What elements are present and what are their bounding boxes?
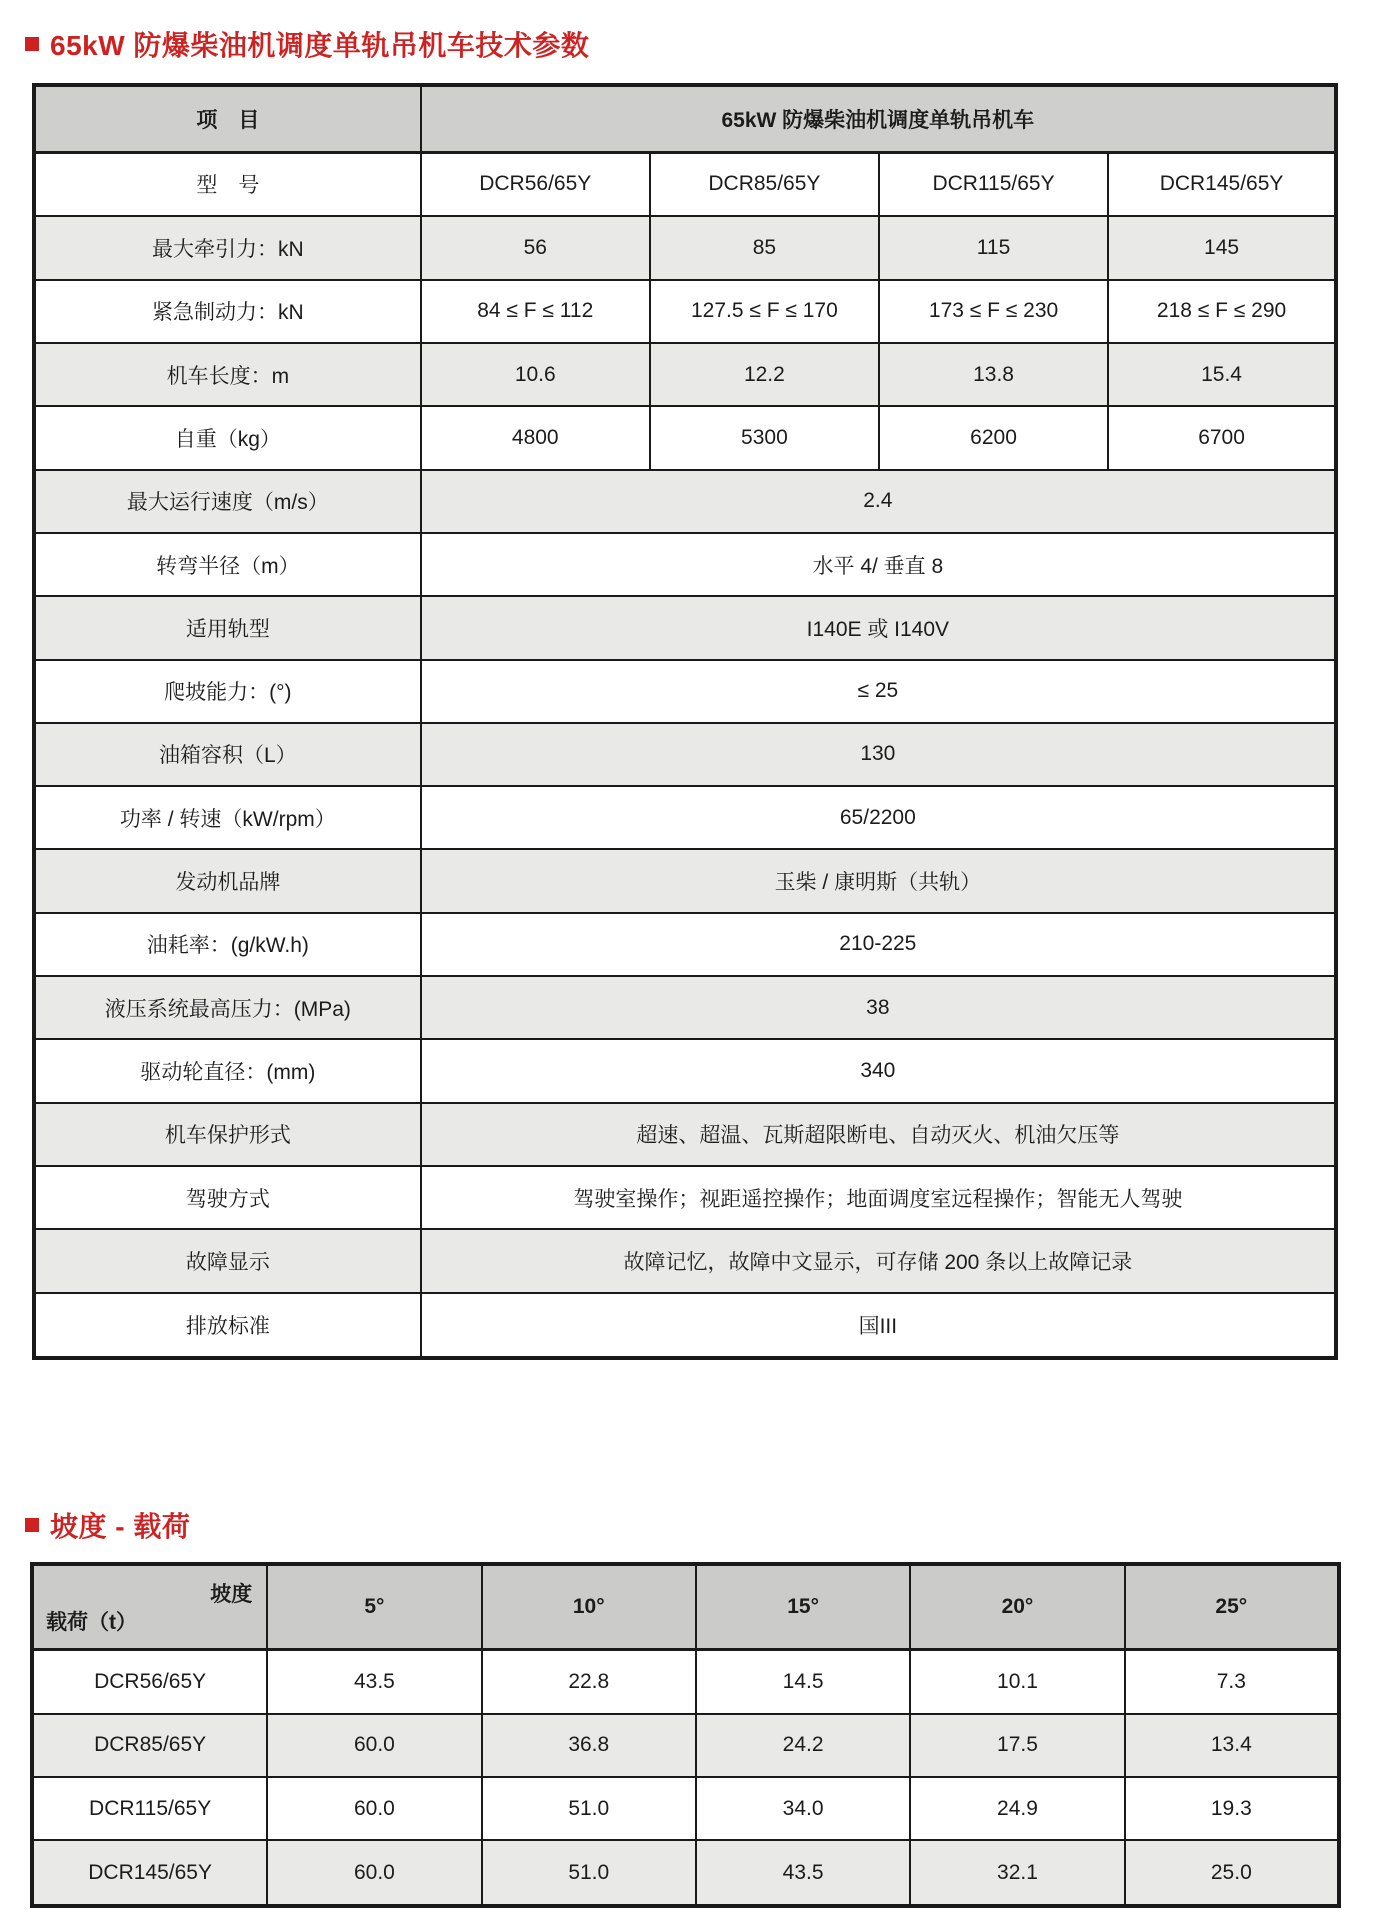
spec-span-cell: 国III: [421, 1293, 1336, 1358]
load-value-cell: 51.0: [482, 1777, 696, 1840]
load-value-cell: 17.5: [910, 1714, 1124, 1777]
spec-label-cell: 最大牵引力：kN: [34, 216, 421, 279]
load-value-cell: 60.0: [267, 1777, 481, 1840]
spec-label-cell: 发动机品牌: [34, 849, 421, 912]
load-row-dcr115: [32, 1777, 1339, 1840]
load-value-cell: 60.0: [267, 1714, 481, 1777]
load-model-cell: DCR145/65Y: [32, 1840, 267, 1906]
slope-header-cell: 5°: [267, 1564, 481, 1649]
spec-label-cell: 排放标准: [34, 1293, 421, 1358]
load-model-cell: DCR56/65Y: [32, 1649, 267, 1714]
spec-row-wheel-diameter: [34, 1039, 1336, 1102]
load-value-cell: 10.1: [910, 1649, 1124, 1714]
spec-value-cell: DCR85/65Y: [650, 152, 879, 216]
spec-label-cell: 适用轨型: [34, 596, 421, 659]
load-value-cell: 36.8: [482, 1714, 696, 1777]
corner-slope-label: 坡度: [210, 1583, 253, 1606]
load-header-row: [32, 1564, 1339, 1649]
spec-value-cell: 127.5 ≤ F ≤ 170: [650, 280, 879, 343]
spec-value-cell: 12.2: [650, 343, 879, 406]
load-value-cell: 22.8: [482, 1649, 696, 1714]
load-value-cell: 34.0: [696, 1777, 910, 1840]
slope-header-cell: 20°: [910, 1564, 1124, 1649]
spec-label-cell: 油耗率：(g/kW.h): [34, 913, 421, 976]
spec-label-cell: 功率 / 转速（kW/rpm）: [34, 786, 421, 849]
spec-row-engine-brand: [34, 849, 1336, 912]
slope-header-cell: 15°: [696, 1564, 910, 1649]
spec-value-cell: 115: [879, 216, 1108, 279]
spec-value-cell: 13.8: [879, 343, 1108, 406]
corner-load-label: 载荷（t）: [46, 1610, 137, 1634]
spec-label-cell: 驱动轮直径：(mm): [34, 1039, 421, 1102]
spec-value-cell: 5300: [650, 406, 879, 469]
spec-row-climb: [34, 660, 1336, 723]
spec-row-protection: [34, 1103, 1336, 1166]
spec-span-cell: 2.4: [421, 470, 1336, 533]
spec-span-cell: 超速、超温、瓦斯超限断电、自动灭火、机油欠压等: [421, 1103, 1336, 1166]
spec-row-fault-display: [34, 1229, 1336, 1292]
slope-header-cell: 25°: [1125, 1564, 1339, 1649]
spec-row-max-speed: [34, 470, 1336, 533]
spec-value-cell: 145: [1108, 216, 1336, 279]
spec-header-group: 65kW 防爆柴油机调度单轨吊机车: [421, 85, 1336, 152]
load-value-cell: 19.3: [1125, 1777, 1339, 1840]
spec-value-cell: 218 ≤ F ≤ 290: [1108, 280, 1336, 343]
spec-row-fuel-tank: [34, 723, 1336, 786]
section-title-slope-load: [25, 1505, 190, 1545]
spec-label-cell: 紧急制动力：kN: [34, 280, 421, 343]
spec-value-cell: 15.4: [1108, 343, 1336, 406]
spec-row-emission: [34, 1293, 1336, 1358]
spec-label-cell: 最大运行速度（m/s）: [34, 470, 421, 533]
load-row-dcr85: [32, 1714, 1339, 1777]
spec-span-cell: 65/2200: [421, 786, 1336, 849]
load-value-cell: 7.3: [1125, 1649, 1339, 1714]
load-corner-cell: [32, 1564, 267, 1649]
load-value-cell: 24.9: [910, 1777, 1124, 1840]
spec-span-cell: 故障记忆，故障中文显示，可存储 200 条以上故障记录: [421, 1229, 1336, 1292]
spec-value-cell: 6200: [879, 406, 1108, 469]
red-square-bullet-icon: [25, 37, 39, 51]
spec-row-length: [34, 343, 1336, 406]
spec-label-cell: 故障显示: [34, 1229, 421, 1292]
slope-header-cell: 10°: [482, 1564, 696, 1649]
spec-label-cell: 机车长度：m: [34, 343, 421, 406]
slope-load-table: [30, 1562, 1341, 1908]
spec-span-cell: I140E 或 I140V: [421, 596, 1336, 659]
spec-value-cell: 4800: [421, 406, 650, 469]
spec-row-power-rpm: [34, 786, 1336, 849]
spec-span-cell: 340: [421, 1039, 1336, 1102]
spec-value-cell: 85: [650, 216, 879, 279]
spec-span-cell: 驾驶室操作；视距遥控操作；地面调度室远程操作；智能无人驾驶: [421, 1166, 1336, 1229]
spec-label-cell: 自重（kg）: [34, 406, 421, 469]
red-square-bullet-icon: [25, 1518, 39, 1532]
load-row-dcr145: [32, 1840, 1339, 1906]
spec-row-braking: [34, 280, 1336, 343]
spec-header-item: 项 目: [34, 85, 421, 152]
spec-span-cell: 玉柴 / 康明斯（共轨）: [421, 849, 1336, 912]
spec-label-cell: 爬坡能力：(°): [34, 660, 421, 723]
load-model-cell: DCR85/65Y: [32, 1714, 267, 1777]
load-value-cell: 14.5: [696, 1649, 910, 1714]
spec-label-cell: 机车保护形式: [34, 1103, 421, 1166]
load-value-cell: 13.4: [1125, 1714, 1339, 1777]
spec-row-rail-type: [34, 596, 1336, 659]
spec-row-model: [34, 152, 1336, 216]
load-value-cell: 60.0: [267, 1840, 481, 1906]
load-value-cell: 51.0: [482, 1840, 696, 1906]
spec-span-cell: ≤ 25: [421, 660, 1336, 723]
spec-row-turn-radius: [34, 533, 1336, 596]
load-row-dcr56: [32, 1649, 1339, 1714]
spec-label-cell: 油箱容积（L）: [34, 723, 421, 786]
slope-load-section-heading: 坡度 - 载荷: [50, 1511, 191, 1542]
spec-value-cell: 6700: [1108, 406, 1336, 469]
spec-row-driving-mode: [34, 1166, 1336, 1229]
load-value-cell: 32.1: [910, 1840, 1124, 1906]
spec-value-cell: DCR56/65Y: [421, 152, 650, 216]
spec-section-heading: 65kW 防爆柴油机调度单轨吊机车技术参数: [50, 30, 590, 61]
section-title-spec: [25, 24, 589, 64]
spec-row-weight: [34, 406, 1336, 469]
spec-label-cell: 转弯半径（m）: [34, 533, 421, 596]
spec-value-cell: 84 ≤ F ≤ 112: [421, 280, 650, 343]
spec-row-fuel-rate: [34, 913, 1336, 976]
spec-label-cell: 型 号: [34, 152, 421, 216]
spec-span-cell: 130: [421, 723, 1336, 786]
spec-row-traction: [34, 216, 1336, 279]
spec-row-hydraulic-pressure: [34, 976, 1336, 1039]
spec-label-cell: 液压系统最高压力：(MPa): [34, 976, 421, 1039]
spec-value-cell: 173 ≤ F ≤ 230: [879, 280, 1108, 343]
spec-table: [32, 83, 1338, 1360]
spec-span-cell: 水平 4/ 垂直 8: [421, 533, 1336, 596]
spec-span-cell: 38: [421, 976, 1336, 1039]
load-value-cell: 24.2: [696, 1714, 910, 1777]
spec-label-cell: 驾驶方式: [34, 1166, 421, 1229]
load-value-cell: 43.5: [267, 1649, 481, 1714]
load-model-cell: DCR115/65Y: [32, 1777, 267, 1840]
spec-value-cell: DCR145/65Y: [1108, 152, 1336, 216]
spec-value-cell: DCR115/65Y: [879, 152, 1108, 216]
load-value-cell: 25.0: [1125, 1840, 1339, 1906]
spec-header-row: [34, 85, 1336, 152]
spec-value-cell: 56: [421, 216, 650, 279]
load-value-cell: 43.5: [696, 1840, 910, 1906]
spec-value-cell: 10.6: [421, 343, 650, 406]
spec-span-cell: 210-225: [421, 913, 1336, 976]
